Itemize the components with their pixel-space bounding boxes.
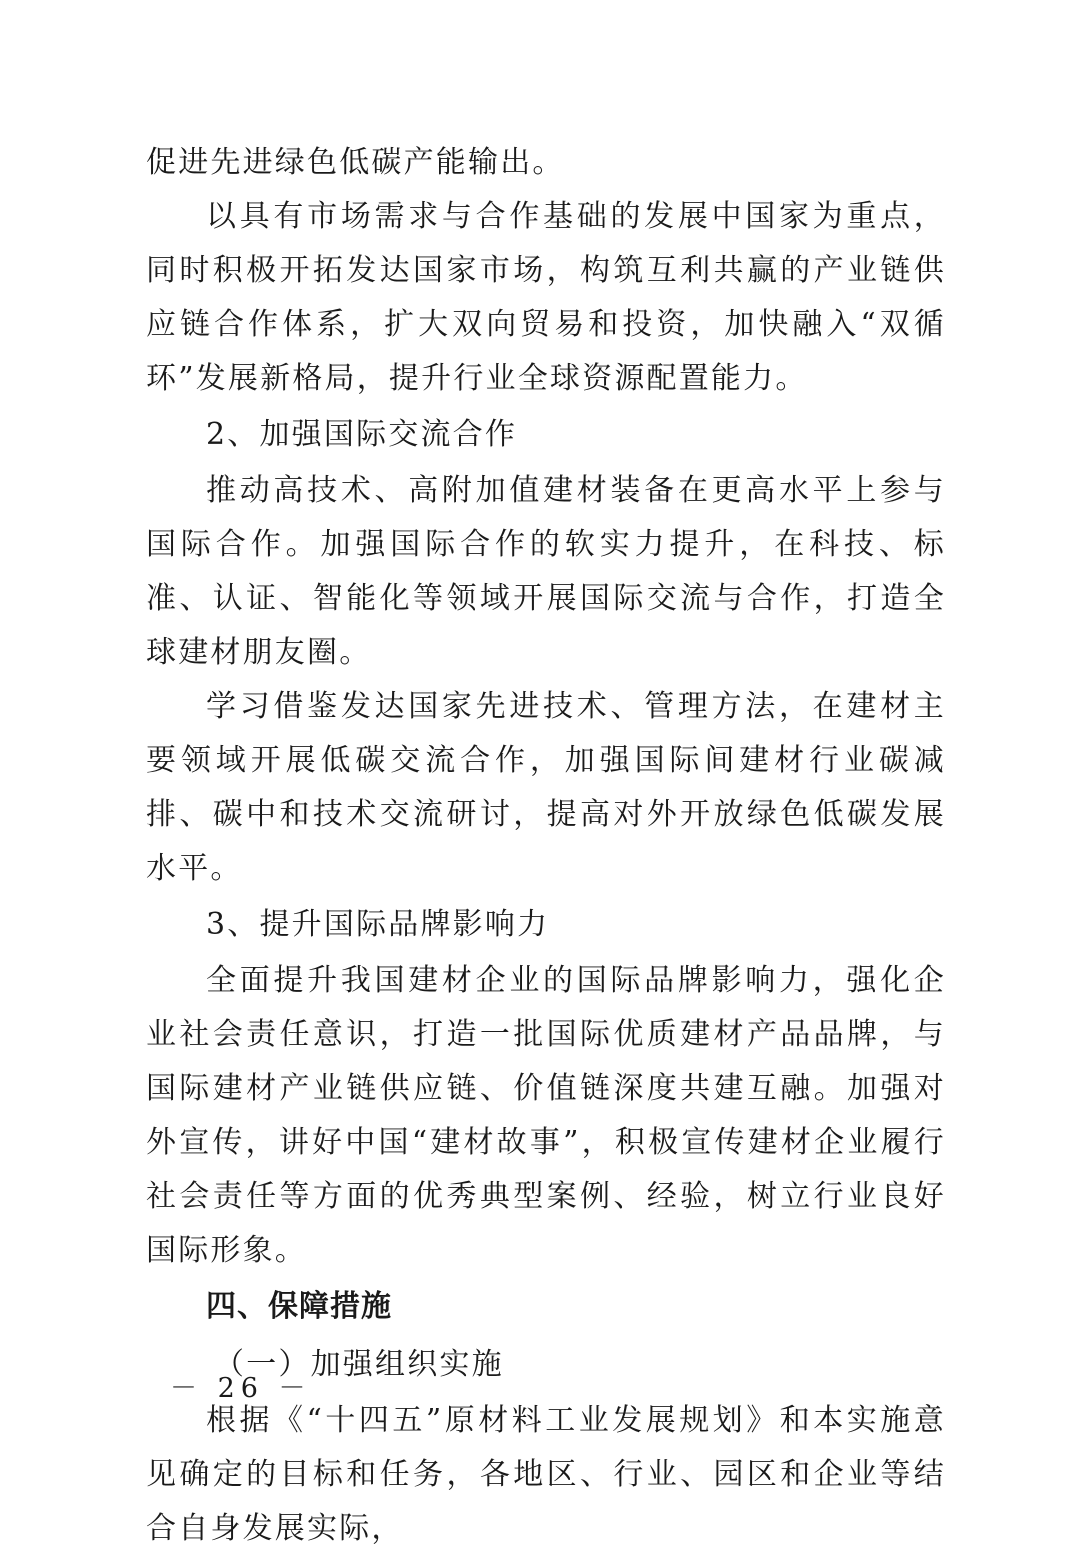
paragraph-continuation: 促进先进绿色低碳产能输出。 <box>146 145 565 180</box>
paragraph-plan-implementation: 根据《“十四五”原材料工业发展规划》和本实施意见确定的目标和任务，各地区、行业、园区和企业等结合自身发展实际， <box>146 1403 946 1546</box>
paragraph-low-carbon-exchange: 学习借鉴发达国家先进技术、管理方法，在建材主要领域开展低碳交流合作，加强国际间建材行业碳减排、碳中和技术交流研讨，提高对外开放绿色低碳发展水平。 <box>146 689 946 886</box>
document-body <box>146 136 946 1556</box>
subsection-heading-organization: （一）加强组织实施 <box>214 1347 504 1382</box>
section-heading-2: 2、加强国际交流合作 <box>206 417 518 452</box>
section-heading-3: 3、提升国际品牌影响力 <box>206 907 550 942</box>
section-heading-safeguards: 四、保障措施 <box>206 1289 392 1324</box>
paragraph-high-tech-cooperation: 推动高技术、高附加值建材装备在更高水平上参与国际合作。加强国际合作的软实力提升，在科技、标准、认证、智能化等领域开展国际交流与合作，打造全球建材朋友圈。 <box>146 473 946 670</box>
paragraph-brand-influence: 全面提升我国建材企业的国际品牌影响力，强化企业社会责任意识，打造一批国际优质建材产品品牌，与国际建材产业链供应链、价值链深度共建互融。加强对外宣传，讲好中国“建材故事”，积极宣传建材企业履行社会责任等方面的优秀典型案例、经验，树立行业良好国际形象。 <box>146 963 946 1268</box>
page-number: － 26 － <box>170 1373 312 1404</box>
paragraph-market-cooperation: 以具有市场需求与合作基础的发展中国家为重点，同时积极开拓发达国家市场，构筑互利共赢的产业链供应链合作体系，扩大双向贸易和投资，加快融入“双循环”发展新格局，提升行业全球资源配置能力。 <box>146 199 946 396</box>
